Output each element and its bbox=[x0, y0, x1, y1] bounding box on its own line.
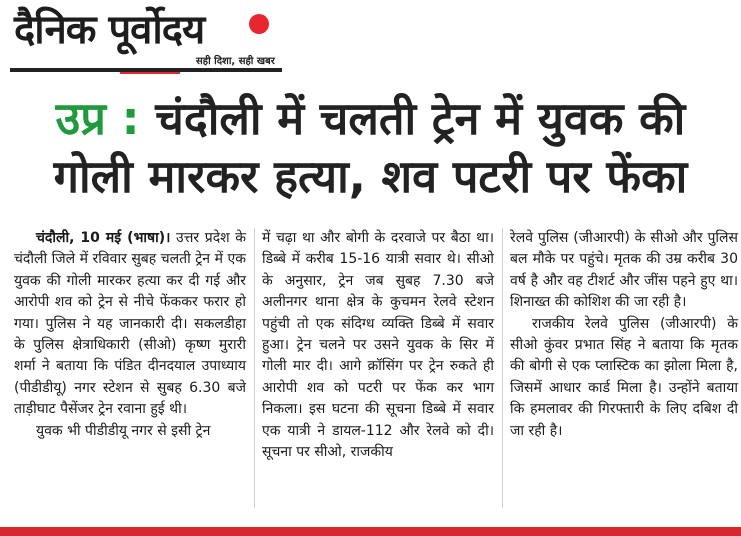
article-column-2 bbox=[262, 228, 494, 518]
article-paragraph: राजकीय रेलवे पुलिस (जीआरपी) के सीओ कुंवर प्रभात सिंह ने बताया कि मृतक की बोगी से एक प्लास्टिक का झोला मिला है, जिसमें आधार कार्ड मिला है। उन्होंने बताया कि हमलावर की गिरफ्तारी के लिए दबिश दी जा रही है। bbox=[510, 315, 738, 439]
paragraph-text: उत्तर प्रदेश के चंदौली जिले में रविवार सुबह चलती ट्रेन में एक युवक की गोली मारकर हत्या कर दी गई और आरोपी शव को ट्रेन से नीचे फेंककर फरार हो गया। पुलिस ने यह जानकारी दी। सकलडीहा के पुलिस क्षेत्राधिकारी (सीओ) कृष्ण मुरारी शर्मा ने बताया कि पंडित दीनदयाल उपाध्याय (पीडीडीयू) नगर स्टेशन से सुबह 6.30 बजे ताड़ीघाट पैसेंजर ट्रेन रवाना हुई थी। bbox=[14, 230, 246, 418]
article-paragraph: युवक भी पीडीडीयू नगर से इसी ट्रेन bbox=[36, 422, 211, 439]
dateline: चंदौली, 10 मई (भाषा)। bbox=[36, 230, 171, 246]
article-paragraph bbox=[14, 228, 246, 421]
article-headline bbox=[0, 90, 741, 212]
article-paragraph: में चढ़ा था और बोगी के दरवाजे पर बैठा था। डिब्बे में करीब 15-16 यात्री सवार थे। सीओ के अनुसार, ट्रेन जब सुबह 7.30 बजे अलीनगर थाना क्षेत्र के कुचमन रेलवे स्टेशन पहुंची तो एक संदिग्ध व्यक्ति डिब्बे में सवार हुआ। ट्रेन चलने पर उसने युवक के सिर में गोली मार दी। आगे क्रॉसिंग पर ट्रेन रुकते ही आरोपी शव को पटरी पर फेंक कर भाग निकला। इस घटना की सूचना डिब्बे में सवार एक यात्री ने डायल-112 और रेलवे को दी। सूचना पर सीओ, राजकीय bbox=[262, 230, 494, 461]
bottom-rule bbox=[0, 527, 741, 536]
article-column-1 bbox=[14, 228, 246, 518]
article-column-3 bbox=[510, 228, 738, 518]
article-paragraph: रेलवे पुलिस (जीआरपी) के सीओ और पुलिस बल मौके पर पहुंचे। मृतक की उम्र करीब 30 वर्ष है और वह टीशर्ट और जींस पहने हुए था। शिनाख्त की कोशिश की जा रही है। bbox=[510, 230, 738, 311]
masthead bbox=[0, 0, 741, 80]
logo-red-dot bbox=[249, 14, 269, 34]
headline-line-1 bbox=[0, 90, 741, 148]
headline-prefix: उप्र : bbox=[55, 92, 140, 145]
masthead-rule-accent bbox=[120, 72, 180, 74]
column-divider bbox=[502, 228, 503, 508]
column-divider bbox=[254, 228, 255, 508]
headline-line-1-text: चंदौली में चलती ट्रेन में युवक की bbox=[139, 92, 686, 145]
newspaper-logo: दैनिक पूर्वोदय bbox=[14, 7, 205, 53]
masthead-tagline: सही दिशा, सही खबर bbox=[196, 56, 275, 67]
headline-line-2: गोली मारकर हत्या, शव पटरी पर फेंका bbox=[53, 150, 688, 203]
